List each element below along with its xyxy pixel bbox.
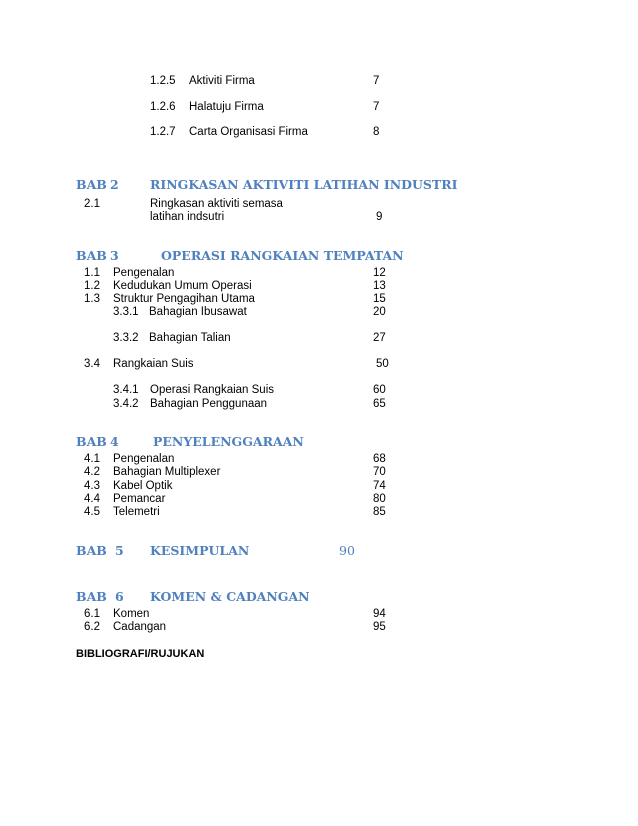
toc-entry-title: Aktiviti Firma [189, 75, 255, 87]
toc-entry-page: 68 [373, 453, 386, 465]
chapter-label: BAB [76, 248, 107, 263]
toc-entry-title: Operasi Rangkaian Suis [150, 384, 275, 396]
toc-entry-title: Kabel Optik [113, 480, 173, 492]
toc-entry-title: Carta Organisasi Firma [189, 126, 308, 138]
toc-entry-title: Bahagian Ibusawat [149, 306, 247, 318]
toc-entry-number: 6.1 [84, 608, 100, 620]
toc-entry-number: 1.3 [84, 293, 100, 305]
toc-entry-page: 94 [373, 608, 386, 620]
toc-entry-title: Rangkaian Suis [113, 358, 194, 370]
chapter-title: KOMEN & CADANGAN [150, 589, 310, 604]
toc-entry-title: Bahagian Talian [149, 332, 231, 344]
toc-entry-title: Komen [113, 608, 150, 620]
toc-entry-title: Pengenalan [113, 453, 175, 465]
chapter-number: 4 [110, 434, 119, 449]
toc-entry-title: Bahagian Multiplexer [113, 466, 221, 478]
toc-entry-number: 1.2 [84, 280, 100, 292]
toc-entry-page: 74 [373, 480, 386, 492]
toc-entry-title: Bahagian Penggunaan [150, 398, 268, 410]
chapter-number: 6 [115, 589, 124, 604]
toc-entry-number: 4.2 [84, 466, 100, 478]
toc-entry-number: 1.2.7 [150, 126, 176, 138]
toc-entry-page: 85 [373, 506, 386, 518]
toc-entry-page: 50 [376, 358, 389, 370]
toc-entry-page: 12 [373, 267, 386, 279]
toc-entry-page: 27 [373, 332, 386, 344]
toc-entry-page: 60 [373, 384, 386, 396]
toc-entry-title: Halatuju Firma [189, 101, 264, 113]
chapter-label: BAB [76, 177, 107, 192]
toc-entry-title: Kedudukan Umum Operasi [113, 280, 252, 292]
toc-entry-number: 4.4 [84, 493, 100, 505]
chapter-number: 5 [115, 543, 124, 558]
toc-entry-number: 2.1 [84, 198, 100, 210]
toc-entry-number: 3.4.1 [113, 384, 139, 396]
toc-entry-title: Pengenalan [113, 267, 175, 279]
toc-entry-number: 4.1 [84, 453, 100, 465]
toc-entry-page: 70 [373, 466, 386, 478]
toc-entry-title: Cadangan [113, 621, 167, 633]
toc-entry-number: 1.2.6 [150, 101, 176, 113]
chapter-title: PENYELENGGARAAN [153, 434, 304, 449]
toc-entry-number: 3.4.2 [113, 398, 139, 410]
chapter-label: BAB [76, 434, 107, 449]
chapter-number: 2 [110, 177, 119, 192]
chapter-page: 90 [339, 543, 355, 558]
toc-entry-page: 7 [373, 101, 380, 113]
chapter-number: 3 [110, 248, 119, 263]
toc-entry-number: 3.3.2 [113, 332, 139, 344]
toc-entry-page: 65 [373, 398, 386, 410]
toc-entry-title-cont: latihan indsutri [150, 211, 225, 223]
toc-entry-page: 95 [373, 621, 386, 633]
chapter-title: RINGKASAN AKTIVITI LATIHAN INDUSTRI [150, 177, 458, 192]
toc-entry-number: 4.5 [84, 506, 100, 518]
toc-entry-number: 1.1 [84, 267, 100, 279]
toc-entry-title: Struktur Pengagihan Utama [113, 293, 255, 305]
chapter-label: BAB [76, 543, 107, 558]
chapter-title: KESIMPULAN [150, 543, 250, 558]
toc-entry-page: 8 [373, 126, 380, 138]
toc-entry-page: 9 [376, 211, 383, 223]
chapter-label: BAB [76, 589, 107, 604]
chapter-title: OPERASI RANGKAIAN TEMPATAN [161, 248, 404, 263]
toc-entry-page: 80 [373, 493, 386, 505]
toc-entry-title: Telemetri [113, 506, 160, 518]
bibliography-heading: BIBLIOGRAFI/RUJUKAN [76, 648, 205, 660]
toc-entry-page: 15 [373, 293, 386, 305]
toc-entry-number: 1.2.5 [150, 75, 176, 87]
toc-entry-number: 4.3 [84, 480, 100, 492]
toc-entry-page: 20 [373, 306, 386, 318]
toc-entry-number: 3.3.1 [113, 306, 139, 318]
toc-entry-page: 7 [373, 75, 380, 87]
toc-entry-title: Ringkasan aktiviti semasa [150, 198, 283, 210]
toc-entry-number: 3.4 [84, 358, 100, 370]
toc-entry-title: Pemancar [113, 493, 166, 505]
toc-entry-number: 6.2 [84, 621, 100, 633]
toc-entry-page: 13 [373, 280, 386, 292]
